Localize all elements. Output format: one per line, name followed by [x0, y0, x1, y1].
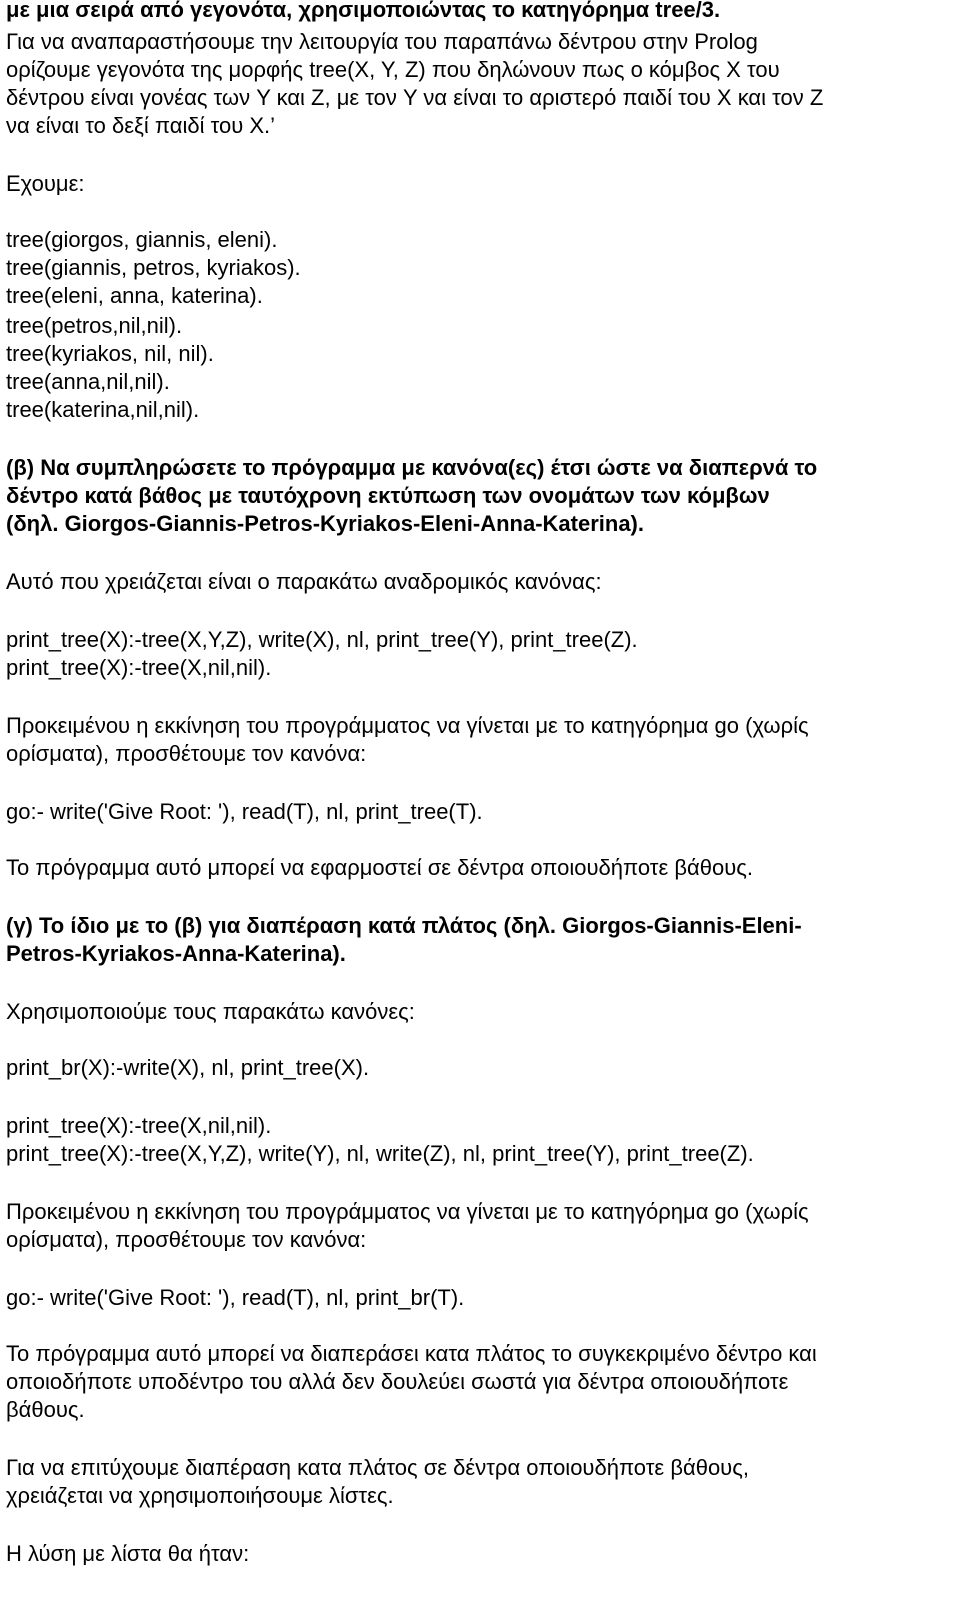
question-heading: (γ) Το ίδιο με το (β) για διαπέραση κατά πλάτος (δηλ. Giorgos-Giannis-Eleni- [6, 913, 802, 938]
code-line: print_tree(X):-tree(X,Y,Z), write(Y), nl, write(Z), nl, print_tree(Y), print_tree(Z). [6, 1141, 754, 1166]
code-line: tree(eleni, anna, katerina). [6, 283, 263, 308]
text-line: Προκειμένου η εκκίνηση του προγράμματος να γίνεται με το κατηγόρημα go (χωρίς [6, 1199, 809, 1224]
code-line: print_tree(X):-tree(X,nil,nil). [6, 655, 272, 680]
text-line: χρειάζεται να χρησιμοποιήσουμε λίστες. [6, 1483, 394, 1508]
text-line: Αυτό που χρειάζεται είναι ο παρακάτω αναδρομικός κανόνας: [6, 569, 602, 594]
code-line: print_tree(X):-tree(X,nil,nil). [6, 1113, 272, 1138]
code-line: go:- write('Give Root: '), read(T), nl, print_br(T). [6, 1285, 465, 1310]
question-heading: δέντρο κατά βάθος με ταυτόχρονη εκτύπωση των ονομάτων των κόμβων [6, 483, 770, 508]
text-line: Εχουμε: [6, 171, 85, 196]
question-heading: Petros-Kyriakos-Anna-Katerina). [6, 941, 346, 966]
text-line: Προκειμένου η εκκίνηση του προγράμματος να γίνεται με το κατηγόρημα go (χωρίς [6, 713, 809, 738]
text-line: Το πρόγραμμα αυτό μπορεί να εφαρμοστεί σε δέντρα οποιουδήποτε βάθους. [6, 855, 753, 880]
text-line: οποιοδήποτε υποδέντρο του αλλά δεν δουλεύει σωστά για δέντρα οποιουδήποτε [6, 1369, 789, 1394]
text-line: με μια σειρά από γεγονότα, χρησιμοποιώντας το κατηγόρημα tree/3. [6, 0, 721, 22]
code-line: tree(giorgos, giannis, eleni). [6, 227, 278, 252]
text-line: Η λύση με λίστα θα ήταν: [6, 1541, 250, 1566]
text-line: ορίζουμε γεγονότα της μορφής tree(X, Y, Z) που δηλώνουν πως ο κόμβος X του [6, 57, 780, 82]
question-heading: (δηλ. Giorgos-Giannis-Petros-Kyriakos-Eleni-Anna-Katerina). [6, 511, 644, 536]
text-line: Χρησιμοποιούμε τους παρακάτω κανόνες: [6, 999, 415, 1024]
text-line: να είναι το δεξί παιδί του X.’ [6, 113, 276, 138]
text-line: ορίσματα), προσθέτουμε τον κανόνα: [6, 1227, 367, 1252]
code-line: tree(katerina,nil,nil). [6, 397, 200, 422]
text-line: ορίσματα), προσθέτουμε τον κανόνα: [6, 741, 367, 766]
text-line: βάθους. [6, 1397, 85, 1422]
text-line: Το πρόγραμμα αυτό μπορεί να διαπεράσει κατα πλάτος το συγκεκριμένο δέντρο και [6, 1341, 817, 1366]
code-line: go:- write('Give Root: '), read(T), nl, print_tree(T). [6, 799, 483, 824]
code-line: tree(petros,nil,nil). [6, 313, 183, 338]
text-line: Για να αναπαραστήσουμε την λειτουργία του παραπάνω δέντρου στην Prolog [6, 29, 758, 54]
code-line: tree(giannis, petros, kyriakos). [6, 255, 301, 280]
question-heading: (β) Να συμπληρώσετε το πρόγραμμα με κανόνα(ες) έτσι ώστε να διαπερνά το [6, 455, 818, 480]
text-line: Για να επιτύχουμε διαπέραση κατα πλάτος σε δέντρα οποιουδήποτε βάθους, [6, 1455, 749, 1480]
code-line: print_tree(X):-tree(X,Y,Z), write(X), nl, print_tree(Y), print_tree(Z). [6, 627, 638, 652]
code-line: tree(kyriakos, nil, nil). [6, 341, 214, 366]
code-line: tree(anna,nil,nil). [6, 369, 170, 394]
code-line: print_br(X):-write(X), nl, print_tree(X). [6, 1055, 370, 1080]
text-line: δέντρου είναι γονέας των Y και Z, με τον Y να είναι το αριστερό παιδί του X και τον Z [6, 85, 824, 110]
